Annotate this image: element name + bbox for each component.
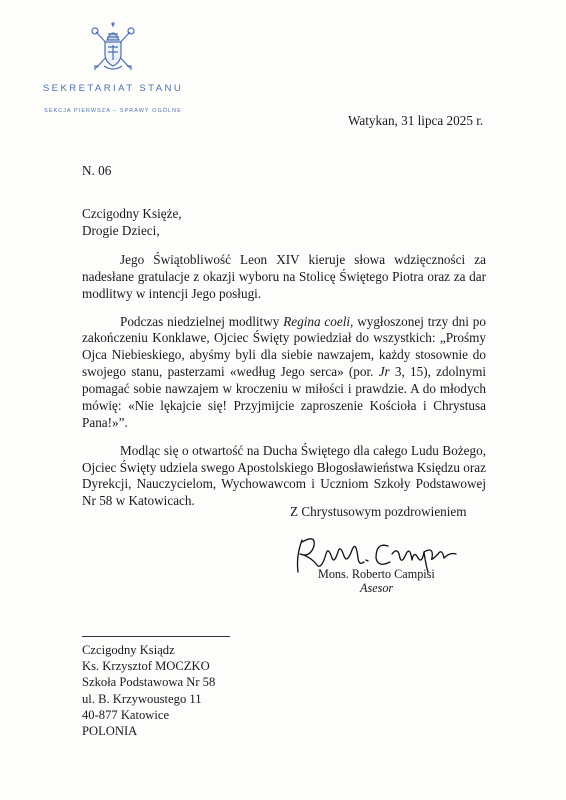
paragraph-2-intro: Podczas niedzielnej modlitwy xyxy=(120,313,284,329)
recipient-address xyxy=(82,642,215,739)
paragraph-2-quote: , wygłoszonej trzy dni po zakończeniu Konklawe, Ojciec Święty powiedział do wszystkich: „Prośmy Ojca Niebieskiego, abyśmy byli dla siebie nawzajem, każdy stosownie do swojego stanu, pasterzami «według Jego serca» (por. xyxy=(82,313,486,380)
citation-book: Jr xyxy=(378,364,390,380)
salutation-line-1: Czcigodny Księże, xyxy=(82,206,182,221)
prayer-name: Regina coeli xyxy=(283,313,351,329)
address-line-4: ul. B. Krzywoustego 11 xyxy=(82,691,202,706)
signer-role: Asesor xyxy=(360,581,394,595)
department-name: SEKRETARIAT STANU xyxy=(42,83,184,94)
section-name: SEKCJA PIERWSZA – SPRAWY OGÓLNE xyxy=(44,108,182,114)
body-paragraph-1: Jego Świątobliwość Leon XIV kieruje słowa wdzięczności za nadesłane gratulacje z okazji wyboru na Stolicę Świętego Piotra oraz za dar modlitwy w intencji Jego posługi. xyxy=(82,252,486,301)
address-line-6: POLONIA xyxy=(82,724,138,739)
address-line-2: Ks. Krzysztof MOCZKO xyxy=(82,659,210,674)
address-line-5: 40-877 Katowice xyxy=(82,707,170,722)
letter-body xyxy=(82,252,486,510)
reference-number: N. 06 xyxy=(82,163,112,178)
salutation xyxy=(82,205,182,239)
signer-name: Mons. Roberto Campisi xyxy=(318,567,435,581)
body-paragraph-3: Modląc się o otwartość na Ducha Świętego dla całego Ludu Bożego, Ojciec Święty udziela swego Apostolskiego Błogosławieństwa Księdzu oraz Dyrekcji, Nauczycielom, Wychowawcom i Uczniom Szkoły Podstawowej Nr 58 w Katowicach. xyxy=(82,442,486,509)
papal-coat-of-arms-icon xyxy=(88,22,138,74)
body-paragraph-2 xyxy=(82,314,486,432)
address-line-3: Szkoła Podstawowa Nr 58 xyxy=(82,675,216,690)
paragraph-2-end: 3, 15), zdolnymi pomagać sobie nawzajem w kroczeniu w miłości i prawdzie. A do młodych mówię: «Nie lękajcie się! Przyjmijcie zaproszenie Kościoła i Chrystusa Pana!»”. xyxy=(82,364,486,430)
address-line-1: Czcigodny Ksiądz xyxy=(82,643,175,657)
salutation-line-2: Drogie Dzieci, xyxy=(82,223,160,238)
address-divider xyxy=(82,636,230,637)
dateline: Watykan, 31 lipca 2025 r. xyxy=(348,113,484,128)
closing-greeting: Z Chrystusowym pozdrowieniem xyxy=(290,504,467,519)
